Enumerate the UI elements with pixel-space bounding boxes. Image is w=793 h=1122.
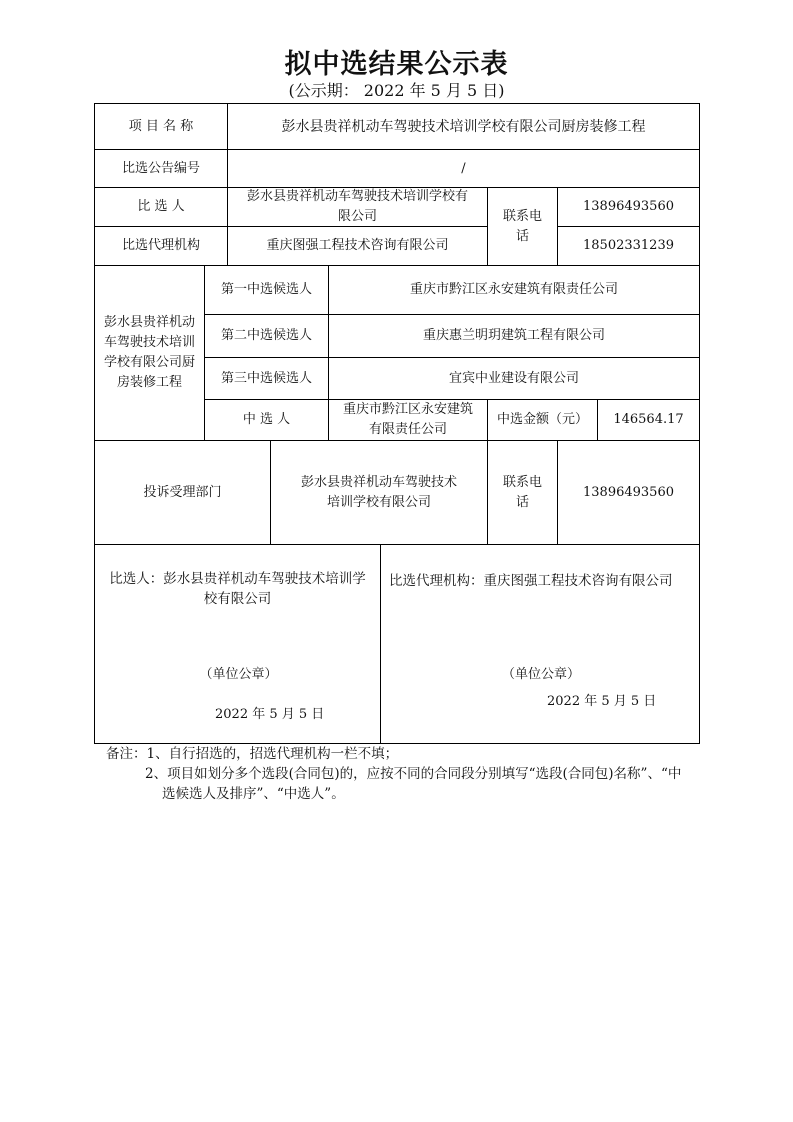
complaint-contact-label: 联系电话 bbox=[487, 440, 558, 545]
complaint-label: 投诉受理部门 bbox=[94, 440, 271, 545]
candidate-1-value: 重庆市黔江区永安建筑有限责任公司 bbox=[328, 265, 700, 315]
notice-no-label: 比选公告编号 bbox=[94, 149, 228, 188]
section-name: 彭水县贵祥机动车驾驶技术培训学校有限公司厨房装修工程 bbox=[94, 265, 205, 441]
complaint-value: 彭水县贵祥机动车驾驶技术培训学校有限公司 bbox=[270, 440, 488, 545]
selector-label: 比 选 人 bbox=[94, 187, 228, 227]
notice-no-value: / bbox=[227, 149, 700, 188]
winner-value: 重庆市黔江区永安建筑有限责任公司 bbox=[328, 399, 488, 441]
amount-label: 中选金额（元） bbox=[487, 399, 598, 441]
agency-signature-text: 比选代理机构：重庆图强工程技术咨询有限公司 bbox=[389, 573, 673, 589]
note-line-2: 2、项目如划分多个选段(合同包)的，应按不同的合同段分别填写“选段(合同包)名称”、“中 bbox=[145, 766, 682, 782]
contact-phone-label: 联系电话 bbox=[487, 187, 558, 266]
selector-seal: （单位公章） bbox=[199, 667, 278, 682]
agency-phone: 18502331239 bbox=[557, 226, 700, 266]
agency-signature-cell bbox=[380, 544, 700, 744]
selector-signature-text: 比选人：彭水县贵祥机动车驾驶技术培训学校有限公司 bbox=[109, 571, 366, 607]
candidate-2-label: 第二中选候选人 bbox=[204, 314, 329, 358]
candidate-1-label: 第一中选候选人 bbox=[204, 265, 329, 315]
winner-label: 中 选 人 bbox=[204, 399, 329, 441]
note-line-1: 备注：1、自行招选的，招选代理机构一栏不填； bbox=[106, 746, 399, 762]
candidate-2-value: 重庆惠兰明玥建筑工程有限公司 bbox=[328, 314, 700, 358]
page-title: 拟中选结果公示表 bbox=[284, 49, 509, 80]
candidate-3-label: 第三中选候选人 bbox=[204, 357, 329, 400]
selector-phone: 13896493560 bbox=[557, 187, 700, 227]
agency-seal: （单位公章） bbox=[501, 667, 580, 682]
publicity-period: (公示期： 2022 年 5 月 5 日) bbox=[288, 81, 505, 100]
agency-value: 重庆图强工程技术咨询有限公司 bbox=[227, 226, 488, 266]
agency-label: 比选代理机构 bbox=[94, 226, 228, 266]
selector-value: 彭水县贵祥机动车驾驶技术培训学校有限公司 bbox=[227, 187, 488, 227]
complaint-phone: 13896493560 bbox=[557, 440, 700, 545]
amount-value: 146564.17 bbox=[597, 399, 700, 441]
agency-date: 2022 年 5 月 5 日 bbox=[547, 694, 657, 709]
note-line-3: 选候选人及排序”、“中选人”。 bbox=[162, 786, 345, 802]
candidate-3-value: 宜宾中业建设有限公司 bbox=[328, 357, 700, 400]
project-name-label: 项 目 名 称 bbox=[94, 103, 228, 150]
selector-date: 2022 年 5 月 5 日 bbox=[215, 707, 325, 722]
project-name-value: 彭水县贵祥机动车驾驶技术培训学校有限公司厨房装修工程 bbox=[227, 103, 700, 150]
selector-signature-cell bbox=[94, 544, 381, 744]
